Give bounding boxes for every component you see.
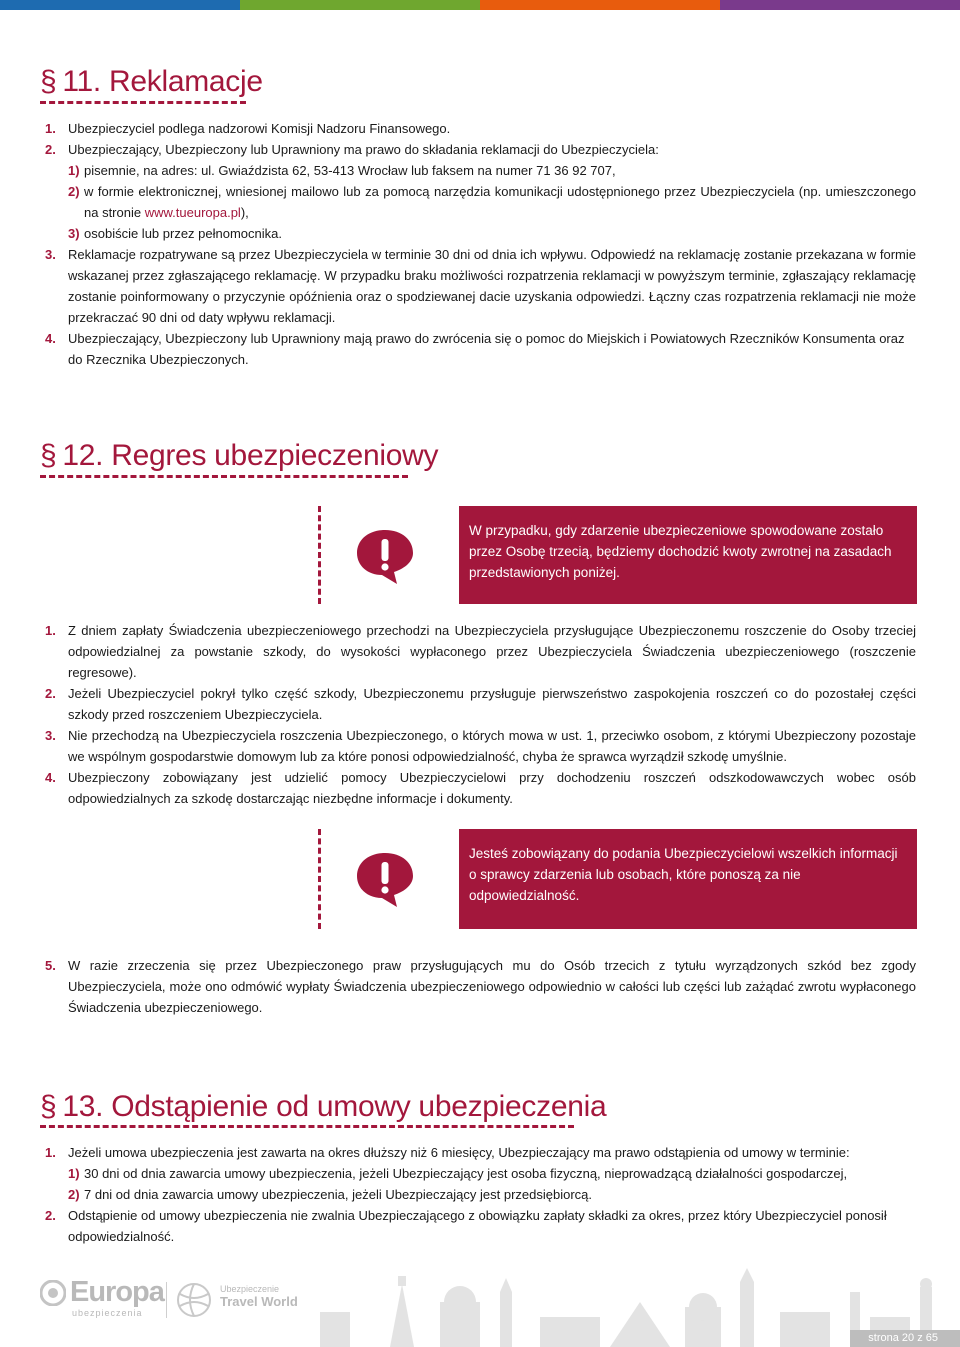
section-symbol: § bbox=[40, 439, 57, 472]
sub-item: 1) 30 dni od dnia zawarcia umowy ubezpieczenia, jeżeli Ubezpieczający jest osoba fizyczną, nieprowadzącą działalności gospodarczej, bbox=[68, 1166, 848, 1181]
list-item: 3. Reklamacje rozpatrywane są przez Ubezpieczyciela w terminie 30 dni od dnia ich wpływu. Odpowiedź na reklamację zostanie przekazana w formie wskazanej przez zgłaszającego reklamację. W przypadku braku możliwości rozpatrzenia reklamacji w powyższym terminie, zgłaszający reklamację zostanie poinformowany o przyczynie opóźnienia oraz o spodziewanej dacie uzyskania odpowiedzi. Łączny czas rozpatrzenia reklamacji nie może przekraczać 90 dni od daty wpływu reklamacji. bbox=[45, 247, 916, 325]
list-item: 1. Jeżeli umowa ubezpieczenia jest zawarta na okres dłuższy niż 6 miesięcy, Ubezpieczający ma prawo odstąpienia od umowy w terminie: bbox=[45, 1145, 850, 1160]
list-item: 2. Odstąpienie od umowy ubezpieczenia nie zwalnia Ubezpieczającego z obowiązku zapłaty składki za okres, przez który Ubezpieczyciel ponosił odpowiedzialność. bbox=[45, 1208, 887, 1244]
list-item: 3. Nie przechodzą na Ubezpieczyciela roszczenia Ubezpieczonego, o których mowa w ust. 1, przeciwko osobom, z którymi Ubezpieczony pozostaje we wspólnym gospodarstwie domowym lub za które ponosi odpowiedzialność, chyba że sprawca wyrządził szkodę umyślnie. bbox=[45, 728, 916, 764]
section-12-list-cont bbox=[40, 955, 916, 1018]
europa-logo: Europa bbox=[70, 1276, 164, 1308]
list-item: 5. W razie zrzeczenia się przez Ubezpieczonego praw przysługujących mu do Osób trzecich z tytułu wyrządzonych szkód bez zgody Ubezpieczyciela, może ono odmówić wypłaty Świadczenia ubezpieczeniowego odpowiednio w całości lub części lub zażądać zwrotu wypłaconego Świadczenia ubezpieczeniowego. bbox=[45, 958, 916, 1015]
europa-logo-icon bbox=[40, 1280, 66, 1306]
notice-divider bbox=[318, 506, 321, 604]
website-link[interactable]: www.tueuropa.pl bbox=[144, 205, 241, 220]
section-13-heading bbox=[40, 1089, 606, 1125]
section-divider bbox=[40, 101, 246, 104]
list-item: 1. Ubezpieczyciel podlega nadzorowi Komisji Nadzoru Finansowego. bbox=[45, 121, 451, 136]
stripe-purple bbox=[720, 0, 960, 10]
stripe-blue bbox=[0, 0, 240, 10]
section-11-heading bbox=[40, 64, 263, 100]
section-11-list bbox=[40, 118, 916, 370]
section-symbol: § bbox=[40, 65, 57, 98]
notice-box bbox=[318, 829, 917, 929]
sub-item: 2) w formie elektronicznej, wniesionej mailowo lub za pomocą narzędzia komunikacji udostępnionego przez Ubezpieczyciela (np. umieszczonego na stronie www.tueuropa.pl), bbox=[68, 184, 916, 220]
globe-icon bbox=[174, 1280, 214, 1320]
travel-world-logo: Travel World bbox=[220, 1294, 298, 1309]
page-number: strona 20 z 65 bbox=[850, 1330, 960, 1347]
section-divider bbox=[40, 1125, 574, 1128]
europa-logo-sub: ubezpieczenia bbox=[72, 1308, 143, 1318]
sub-item: 1) pisemnie, na adres: ul. Gwiaździsta 62, 53-413 Wrocław lub faksem na numer 71 36 92 707, bbox=[68, 163, 616, 178]
section-title: 11. Reklamacje bbox=[62, 65, 263, 98]
notice-text: Jesteś zobowiązany do podania Ubezpieczycielowi wszelkich informacji o sprawcy zdarzenia lub osobach, które ponoszą za nie odpowiedzialność. bbox=[459, 829, 917, 929]
exclamation-icon bbox=[353, 526, 417, 586]
list-item: 4. Ubezpieczony zobowiązany jest udzielić pomocy Ubezpieczycielowi przy dochodzeniu roszczeń odszkodowawczych wobec osób odpowiedzialnych za szkodę dostarczając niezbędne informacje i dokumenty. bbox=[45, 770, 916, 806]
section-divider bbox=[40, 475, 408, 478]
list-item: 2. Jeżeli Ubezpieczyciel pokrył tylko część szkody, Ubezpieczonemu przysługuje pierwszeństwo zaspokojenia roszczeń co do pozostałej części szkody przed roszczeniem Ubezpieczyciela. bbox=[45, 686, 916, 722]
notice-divider bbox=[318, 829, 321, 929]
travel-world-small: Ubezpieczenie bbox=[220, 1284, 280, 1294]
list-item: 1. Z dniem zapłaty Świadczenia ubezpieczeniowego przechodzi na Ubezpieczyciela przysługujące Ubezpieczonemu roszczenie do Osoby trzeciej odpowiedzialnej za powstanie szkody, do wysokości wypłaconego przez Ubezpieczyciela Świadczenia ubezpieczeniowego (roszczenie regresowe). bbox=[45, 623, 916, 680]
stripe-orange bbox=[480, 0, 720, 10]
section-symbol: § bbox=[40, 1090, 57, 1123]
footer bbox=[0, 1262, 960, 1347]
stripe-green bbox=[240, 0, 480, 10]
section-13-list bbox=[40, 1142, 916, 1247]
notice-text: W przypadku, gdy zdarzenie ubezpieczeniowe spowodowane zostało przez Osobę trzecią, będziemy dochodzić kwoty zwrotnej na zasadach przedstawionych poniżej. bbox=[459, 506, 917, 604]
section-title: 12. Regres ubezpieczeniowy bbox=[62, 439, 439, 472]
notice-box bbox=[318, 506, 917, 604]
sub-item: 2) 7 dni od dnia zawarcia umowy ubezpieczenia, jeżeli Ubezpieczający jest przedsiębiorcą. bbox=[68, 1187, 592, 1202]
sub-item: 3) osobiście lub przez pełnomocnika. bbox=[68, 226, 282, 241]
list-item: 2. Ubezpieczający, Ubezpieczony lub Uprawniony ma prawo do składania reklamacji do Ubezpieczyciela: bbox=[45, 142, 659, 157]
exclamation-icon bbox=[353, 849, 417, 909]
section-title: 13. Odstąpienie od umowy ubezpieczenia bbox=[62, 1090, 607, 1123]
list-item: 4. Ubezpieczający, Ubezpieczony lub Uprawniony mają prawo do zwrócenia się o pomoc do Miejskich i Powiatowych Rzeczników Konsumenta oraz do Rzecznika Ubezpieczonych. bbox=[45, 331, 905, 367]
section-12-list bbox=[40, 620, 916, 809]
section-12-heading bbox=[40, 438, 438, 474]
logo-separator bbox=[166, 1282, 167, 1318]
